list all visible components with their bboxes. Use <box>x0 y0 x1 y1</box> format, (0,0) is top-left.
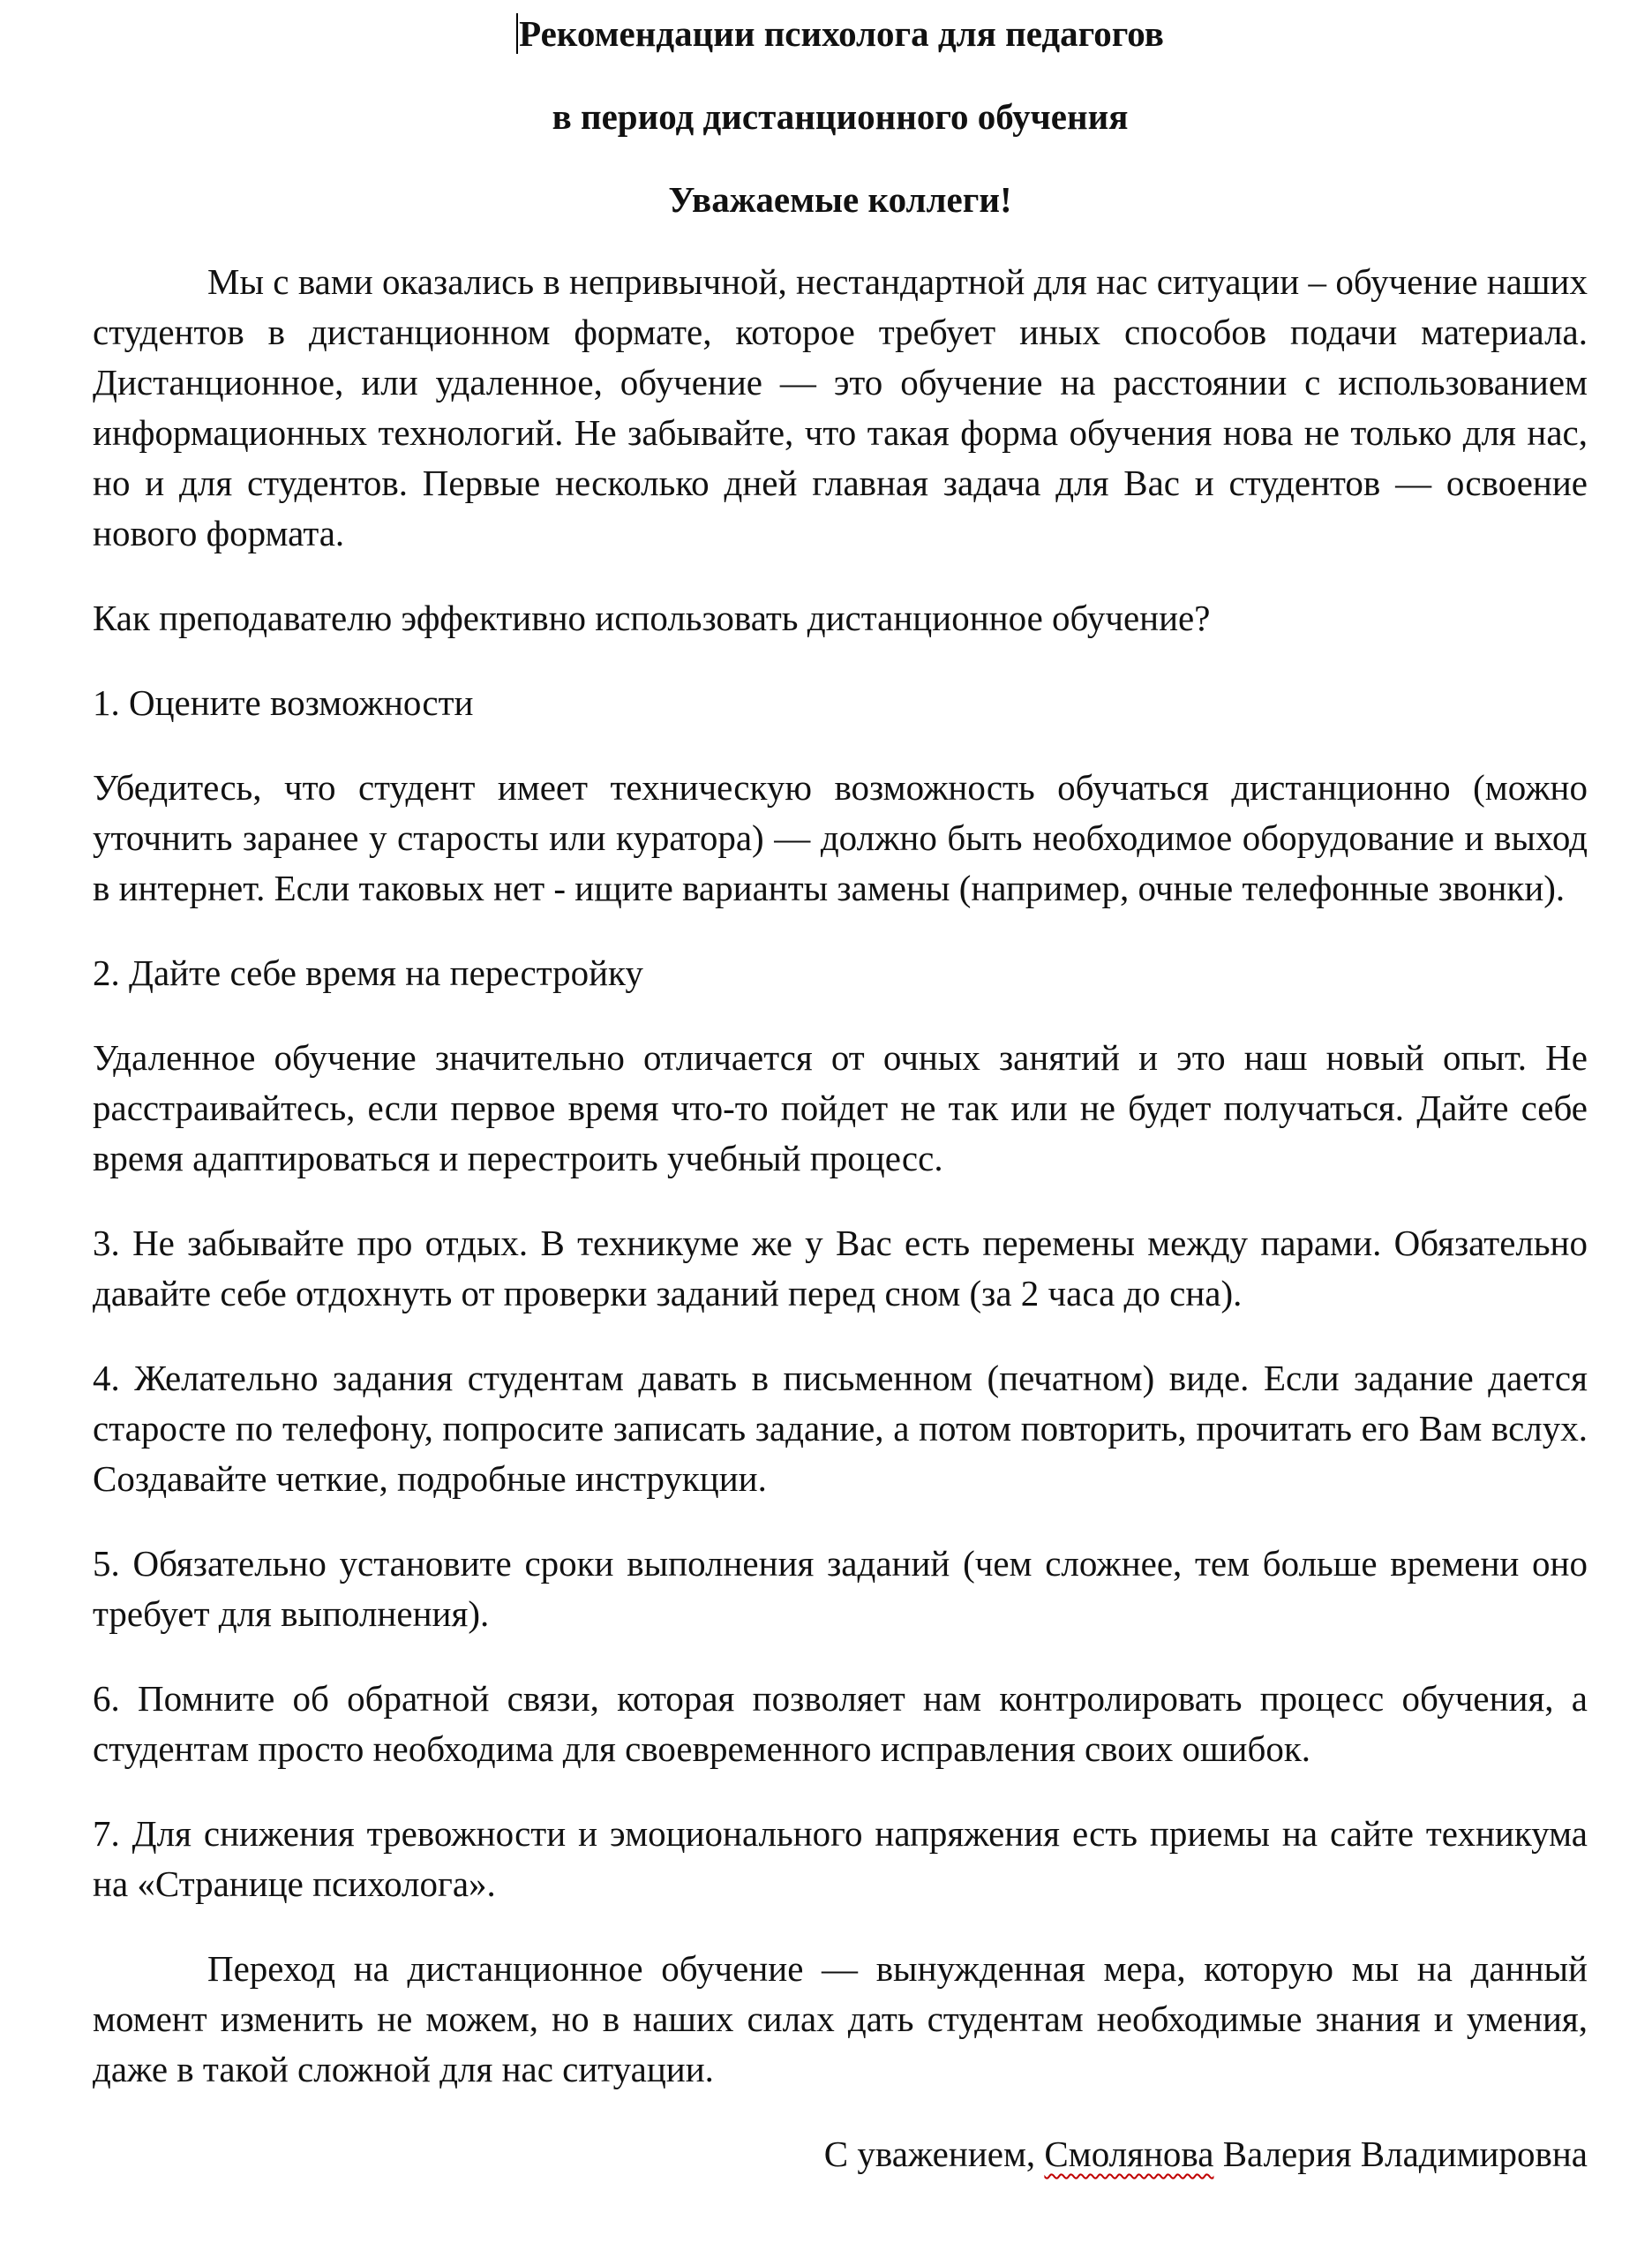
title-line-1 <box>93 9 1588 59</box>
title-line-2: в период дистанционного обучения <box>552 96 1129 137</box>
item-7-paragraph: 7. Для снижения тревожности и эмоционального напряжения есть приемы на сайте техникума на «Странице психолога». <box>93 1813 1588 1904</box>
signature-prefix: С уважением, <box>823 2134 1036 2174</box>
signature-name: Валерия Владимировна <box>1222 2134 1588 2174</box>
item-4-paragraph: 4. Желательно задания студентам давать в письменном (печатном) виде. Если задание дается старосте по телефону, попросите записать задание, а потом повторить, прочитать его Вам вслух. Создавайте четкие, подробные инструкции. <box>93 1358 1588 1499</box>
item-6-paragraph: 6. Помните об обратной связи, которая позволяет нам контролировать процесс обучения, а студентам просто необходима для своевременного исправления своих ошибок. <box>93 1678 1588 1769</box>
document-body <box>93 257 1588 2179</box>
item-3-paragraph: 3. Не забывайте про отдых. В техникуме же у Вас есть перемены между парами. Обязательно давайте себе отдохнуть от проверки заданий перед сном (за 2 часа до сна). <box>93 1223 1588 1313</box>
conclusion-paragraph: Переход на дистанционное обучение — вынужденная мера, которую мы на данный момент изменить не можем, но в наших силах дать студентам необходимые знания и умения, даже в такой сложной для нас ситуации. <box>93 1948 1588 2089</box>
greeting: Уважаемые коллеги! <box>668 179 1012 220</box>
title-line-1-text: Рекомендации психолога для педагогов <box>519 13 1164 54</box>
item-1-heading: 1. Оцените возможности <box>93 682 474 723</box>
signature <box>93 2129 1588 2179</box>
question-paragraph: Как преподавателю эффективно использовать дистанционное обучение? <box>93 598 1211 638</box>
item-2-text: Удаленное обучение значительно отличается от очных занятий и это наш новый опыт. Не расстраивайтесь, если первое время что-то пойдет не так или не будет получаться. Дайте себе время адаптироваться и перестроить учебный процесс. <box>93 1037 1588 1178</box>
item-1-text: Убедитесь, что студент имеет техническую возможность обучаться дистанционно (можно уточнить заранее у старосты или куратора) — должно быть необходимое оборудование и выход в интернет. Если таковых нет - ищите варианты замены (например, очные телефонные звонки). <box>93 767 1588 908</box>
item-5-paragraph: 5. Обязательно установите сроки выполнения заданий (чем сложнее, тем больше времени оно требует для выполнения). <box>93 1543 1588 1634</box>
intro-paragraph: Мы с вами оказались в непривычной, нестандартной для нас ситуации – обучение наших студентов в дистанционном формате, которое требует иных способов подачи материала. Дистанционное, или удаленное, обучение — это обучение на расстоянии с использованием информационных технологий. Не забывайте, что такая форма обучения нова не только для нас, но и для студентов. Первые несколько дней главная задача для Вас и студентов — освоение нового формата. <box>93 261 1588 553</box>
item-2-heading: 2. Дайте себе время на перестройку <box>93 952 643 993</box>
text-cursor <box>516 13 518 54</box>
signature-surname: Смолянова <box>1044 2134 1214 2174</box>
